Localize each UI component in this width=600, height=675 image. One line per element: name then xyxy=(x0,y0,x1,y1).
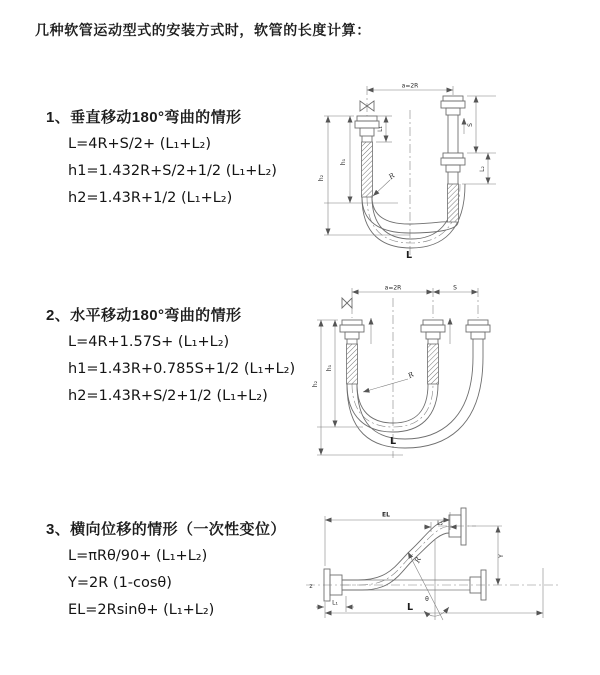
dimension-lines xyxy=(317,292,478,455)
radius-leader xyxy=(363,379,408,392)
section2-heading: 2、水平移动180°弯曲的情形 xyxy=(46,307,242,324)
dim-label-l: L xyxy=(405,250,413,261)
dim-label-r: R xyxy=(387,171,397,182)
dim-label-r: R xyxy=(406,370,416,381)
formula: h1=1.43R+0.785S+1/2 (L₁+L₂) xyxy=(68,361,296,377)
braid-section xyxy=(362,142,373,197)
formula: L=4R+S/2+ (L₁+L₂) xyxy=(68,136,211,152)
hose-curves xyxy=(347,357,483,448)
diagram-lateral-displacement xyxy=(298,500,598,665)
displaced-hose xyxy=(342,508,466,590)
dim-label-el: EL xyxy=(382,511,390,519)
right-pipe-assembly xyxy=(441,96,465,222)
formula: EL=2Rsinθ+ (L₁+L₂) xyxy=(68,602,215,618)
page-title: 几种软管运动型式的安装方式时，软管的长度计算： xyxy=(35,22,371,38)
dim-label-l1: L₁ xyxy=(332,599,338,607)
diagram-horizontal-180-bend xyxy=(305,272,600,464)
dim-label-s: S xyxy=(453,284,457,292)
centerlines xyxy=(352,288,478,458)
dim-label-h2: h₂ xyxy=(312,380,319,388)
braid-section xyxy=(428,344,439,384)
radius-leader xyxy=(373,180,390,196)
section3-formulas xyxy=(68,543,214,624)
dim-label-a2r: a=2R xyxy=(401,82,419,90)
section1-formulas xyxy=(68,131,277,212)
formula: Y=2R (1-cosθ) xyxy=(68,575,172,591)
formula: h1=1.432R+S/2+1/2 (L₁+L₂) xyxy=(68,163,277,179)
section1-heading: 1、垂直移动180°弯曲的情形 xyxy=(46,109,242,126)
centerline-z-mark: z xyxy=(309,583,313,590)
dim-label-r: R xyxy=(413,556,423,565)
dim-label-h2: h₂ xyxy=(318,174,325,182)
valve-icon xyxy=(342,298,352,308)
dim-label-a2r: a=2R xyxy=(384,284,402,292)
right-pipe-assembly xyxy=(466,320,490,357)
dim-label-l: L xyxy=(389,436,397,447)
dim-label-h1: h₁ xyxy=(340,158,347,166)
angle-arc xyxy=(424,607,449,616)
dimension-labels xyxy=(309,512,505,614)
formula: L=4R+1.57S+ (L₁+L₂) xyxy=(68,334,230,350)
dimension-lines xyxy=(316,512,543,620)
braid-section xyxy=(448,184,459,222)
dim-label-theta: θ xyxy=(425,596,429,603)
braid-section xyxy=(347,344,358,384)
radius-line xyxy=(408,552,443,620)
formula: L=πRθ/90+ (L₁+L₂) xyxy=(68,548,208,564)
centerlines xyxy=(306,526,560,585)
formula: h2=1.43R+1/2 (L₁+L₂) xyxy=(68,190,233,206)
dim-label-s: S xyxy=(467,123,474,127)
dimension-labels xyxy=(318,83,486,262)
section2-formulas xyxy=(68,329,295,410)
dim-label-y: Y xyxy=(498,554,505,558)
formula: h2=1.43R+S/2+1/2 (L₁+L₂) xyxy=(68,388,268,404)
dim-label-h1: h₁ xyxy=(326,364,333,372)
dim-label-l2: L₂ xyxy=(479,166,486,172)
diagram-vertical-180-bend xyxy=(312,72,597,264)
dim-label-l1: L₁ xyxy=(377,126,384,132)
dim-label-l: L xyxy=(406,602,414,613)
dim-label-l2: L₂ xyxy=(437,520,443,527)
middle-pipe-assembly xyxy=(421,320,445,384)
section3-heading: 3、横向位移的情形（一次性变位） xyxy=(46,521,286,538)
